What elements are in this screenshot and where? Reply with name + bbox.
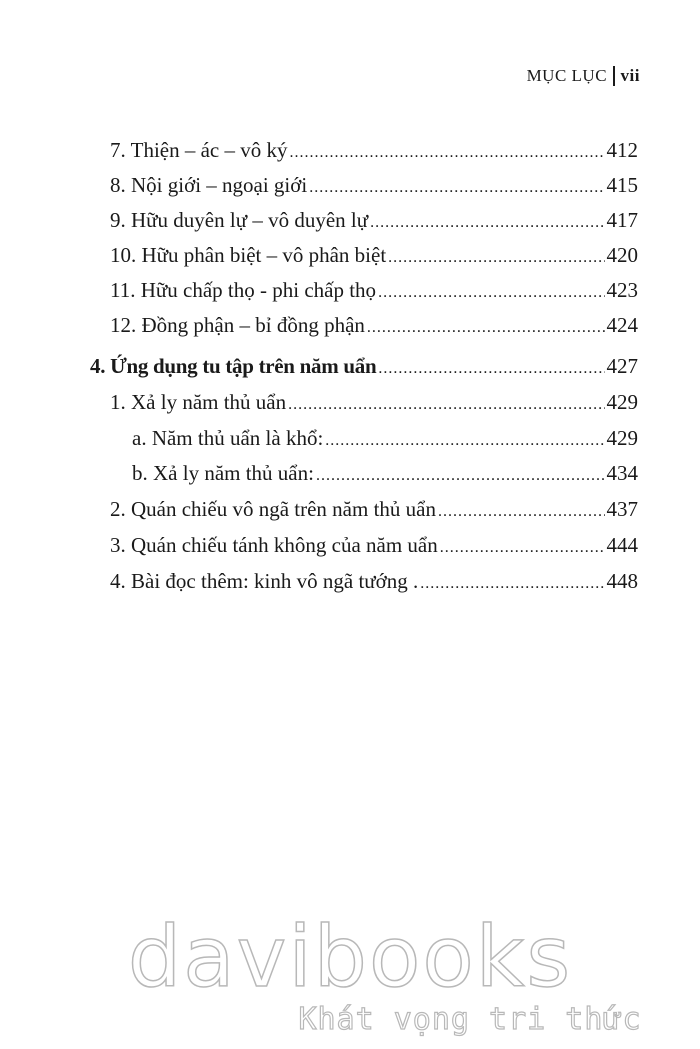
toc-entry bbox=[110, 309, 638, 344]
header-section-title: MỤC LỤC bbox=[526, 66, 608, 85]
toc-row bbox=[0, 169, 700, 201]
toc-entry bbox=[110, 169, 638, 204]
toc-row bbox=[0, 134, 700, 166]
dot-leader bbox=[367, 312, 605, 344]
toc-entry bbox=[110, 493, 638, 528]
dot-leader bbox=[378, 353, 604, 385]
toc-entry-page: 423 bbox=[606, 278, 638, 302]
toc-entry-page: 412 bbox=[606, 138, 638, 162]
toc-entry bbox=[132, 457, 638, 492]
dot-leader bbox=[438, 496, 605, 528]
toc-row bbox=[0, 493, 700, 525]
toc-entry bbox=[110, 134, 638, 169]
toc-entry-title: 9. Hữu duyên lự – vô duyên lự bbox=[110, 208, 369, 232]
toc-entry-title: 7. Thiện – ác – vô ký bbox=[110, 138, 288, 162]
toc-row bbox=[0, 529, 700, 561]
toc-entry-title: 8. Nội giới – ngoại giới bbox=[110, 173, 308, 197]
toc-entry-page: 427 bbox=[606, 354, 638, 378]
toc-entry-page: 429 bbox=[606, 390, 638, 414]
toc-entry-page: 437 bbox=[606, 497, 638, 521]
dot-leader bbox=[378, 277, 604, 309]
toc-entry-page: 417 bbox=[606, 208, 638, 232]
toc-entry-page: 444 bbox=[606, 533, 638, 557]
toc-row bbox=[0, 309, 700, 341]
toc-entry-page: 415 bbox=[606, 173, 638, 197]
toc-entry-section bbox=[90, 350, 638, 385]
toc-entry-title: a. Năm thủ uẩn là khổ: bbox=[132, 426, 324, 450]
toc-entry-page: 448 bbox=[606, 569, 638, 593]
dot-leader bbox=[288, 389, 604, 421]
toc-entry-page: 434 bbox=[606, 461, 638, 485]
dot-leader bbox=[325, 425, 604, 457]
header-page-number: vii bbox=[620, 66, 640, 85]
dot-leader bbox=[388, 242, 604, 274]
toc-entry-title: 12. Đồng phận – bỉ đồng phận bbox=[110, 313, 365, 337]
toc-row-section bbox=[0, 350, 700, 382]
toc-entry bbox=[110, 239, 638, 274]
dot-leader bbox=[370, 207, 604, 239]
toc-entry-page: 429 bbox=[606, 426, 638, 450]
toc-entry-title: 4. Ứng dụng tu tập trên năm uẩn bbox=[90, 354, 377, 378]
toc-entry-page: 424 bbox=[606, 313, 638, 337]
dot-leader bbox=[440, 532, 605, 564]
dot-leader bbox=[290, 137, 605, 169]
dot-leader bbox=[316, 460, 605, 492]
watermark-brand: davibooks bbox=[127, 908, 573, 1006]
toc-row bbox=[0, 457, 700, 489]
dot-leader bbox=[309, 172, 604, 204]
toc-entry bbox=[110, 529, 638, 564]
watermark-slogan: Khát vọng tri thức bbox=[298, 1002, 642, 1037]
running-header bbox=[527, 66, 640, 86]
toc-entry bbox=[110, 386, 638, 421]
dot-leader bbox=[420, 568, 604, 600]
toc-entry bbox=[110, 274, 638, 309]
toc-entry-title: b. Xả ly năm thủ uẩn: bbox=[132, 461, 314, 485]
toc-entry-title: 11. Hữu chấp thọ - phi chấp thọ bbox=[110, 278, 377, 302]
toc-entry-title: 10. Hữu phân biệt – vô phân biệt bbox=[110, 243, 387, 267]
header-divider bbox=[613, 66, 615, 86]
toc-row bbox=[0, 386, 700, 418]
toc-entry-title: 1. Xả ly năm thủ uẩn bbox=[110, 390, 287, 414]
toc-entry bbox=[110, 565, 638, 600]
toc-entry-title: 3. Quán chiếu tánh không của năm uẩn bbox=[110, 533, 438, 557]
toc-row bbox=[0, 204, 700, 236]
toc-entry bbox=[110, 204, 638, 239]
toc-row bbox=[0, 422, 700, 454]
toc-entry-title: 2. Quán chiếu vô ngã trên năm thủ uẩn bbox=[110, 497, 436, 521]
toc-entry bbox=[132, 422, 638, 457]
toc-row bbox=[0, 565, 700, 597]
toc-row bbox=[0, 239, 700, 271]
toc-row bbox=[0, 274, 700, 306]
toc-entry-page: 420 bbox=[606, 243, 638, 267]
toc-entry-title: 4. Bài đọc thêm: kinh vô ngã tướng . bbox=[110, 569, 419, 593]
